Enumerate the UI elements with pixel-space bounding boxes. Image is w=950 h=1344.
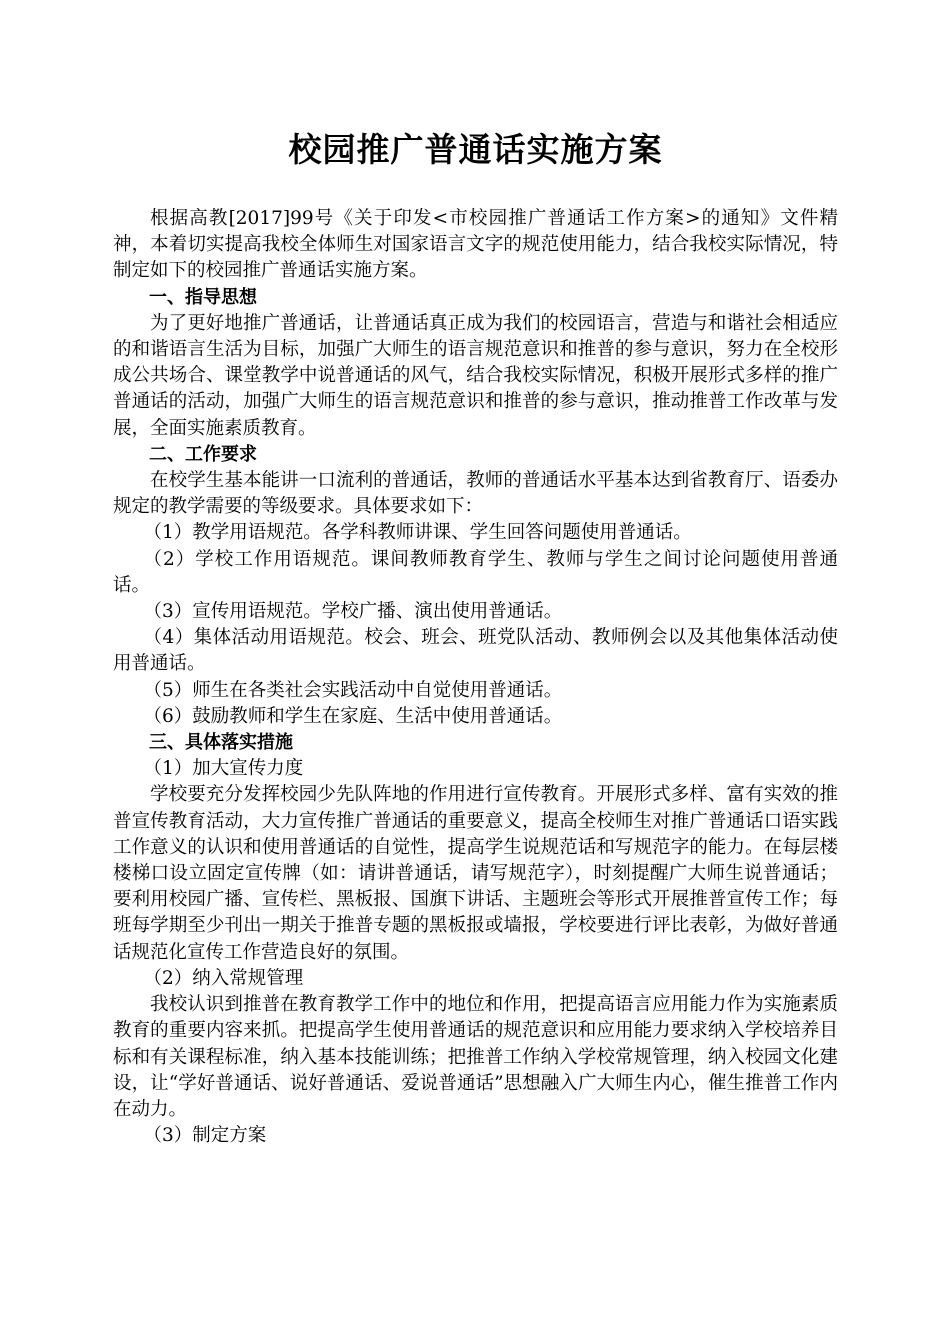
subsection-heading: （1）加大宣传力度 — [143, 758, 304, 780]
body-paragraph: 为了更好地推广普通话，让普通话真正成为我们的校园语言，营造与和谐社会相适应的和谐语言生活为目标，加强广大师生的语言规范意识和推普的参与意识，努力在全校形成公共场合、课堂教学中说普通话的风气，结合我校实际情况，积极开展形式多样的推广普通话的活动，加强广大师生的语言规范意识和推普的参与意识，推动推普工作改革与发展，全面实施素质教育。 — [113, 312, 838, 439]
document-title: 校园推广普通话实施方案 — [288, 130, 663, 169]
subsection-heading: （3）制定方案 — [143, 1125, 267, 1147]
body-paragraph: 在校学生基本能讲一口流利的普通话，教师的普通话水平基本达到省教育厅、语委办规定的教学需要的等级要求。具体要求如下： — [113, 470, 838, 518]
requirement-item: （6）鼓励教师和学生在家庭、生活中使用普通话。 — [143, 705, 563, 727]
subsection-heading: （2）纳入常规管理 — [143, 967, 304, 989]
section-heading-guiding-ideology: 一、指导思想 — [149, 286, 257, 308]
requirement-item: （2）学校工作用语规范。课间教师教育学生、教师与学生之间讨论问题使用普通话。 — [113, 548, 838, 596]
document-body — [113, 206, 838, 1149]
body-paragraph: 学校要充分发挥校园少先队阵地的作用进行宣传教育。开展形式多样、富有实效的推普宣传教育活动，大力宣传推广普通话的重要意义，提高全校师生对推广普通话口语实践工作意义的认识和使用普通话的自觉性，提高学生说规范话和写规范字的能力。在每层楼楼梯口设立固定宣传牌（如：请讲普通话，请写规范字），时刻提醒广大师生说普通话；要利用校园广播、宣传栏、黑板报、国旗下讲话、主题班会等形式开展推普宣传工作；每班每学期至少刊出一期关于推普专题的黑板报或墙报，学校要进行评比表彰，为做好普通话规范化宣传工作营造良好的氛围。 — [113, 784, 838, 963]
intro-paragraph: 根据高教[2017]99号《关于印发<市校园推广普通话工作方案>的通知》文件精神，本着切实提高我校全体师生对国家语言文字的规范使用能力，结合我校实际情况，特制定如下的校园推广普通话实施方案。 — [113, 208, 838, 282]
requirement-item: （1）教学用语规范。各学科教师讲课、学生回答问题使用普通话。 — [143, 522, 692, 544]
body-paragraph: 我校认识到推普在教育教学工作中的地位和作用，把提高语言应用能力作为实施素质教育的重要内容来抓。把提高学生使用普通话的规范意识和应用能力要求纳入学校培养目标和有关课程标准，纳入基本技能训练；把推普工作纳入学校常规管理，纳入校园文化建设，让“学好普通话、说好普通话、爱说普通话”思想融入广大师生内心，催生推普工作内在动力。 — [113, 994, 838, 1120]
section-heading-measures: 三、具体落实措施 — [149, 732, 293, 754]
requirement-item: （4）集体活动用语规范。校会、班会、班党队活动、教师例会以及其他集体活动使用普通话。 — [113, 627, 838, 675]
requirement-item: （3）宣传用语规范。学校广播、演出使用普通话。 — [143, 601, 563, 623]
section-heading-work-requirements: 二、工作要求 — [149, 443, 257, 465]
requirement-item: （5）师生在各类社会实践活动中自觉使用普通话。 — [143, 679, 563, 701]
